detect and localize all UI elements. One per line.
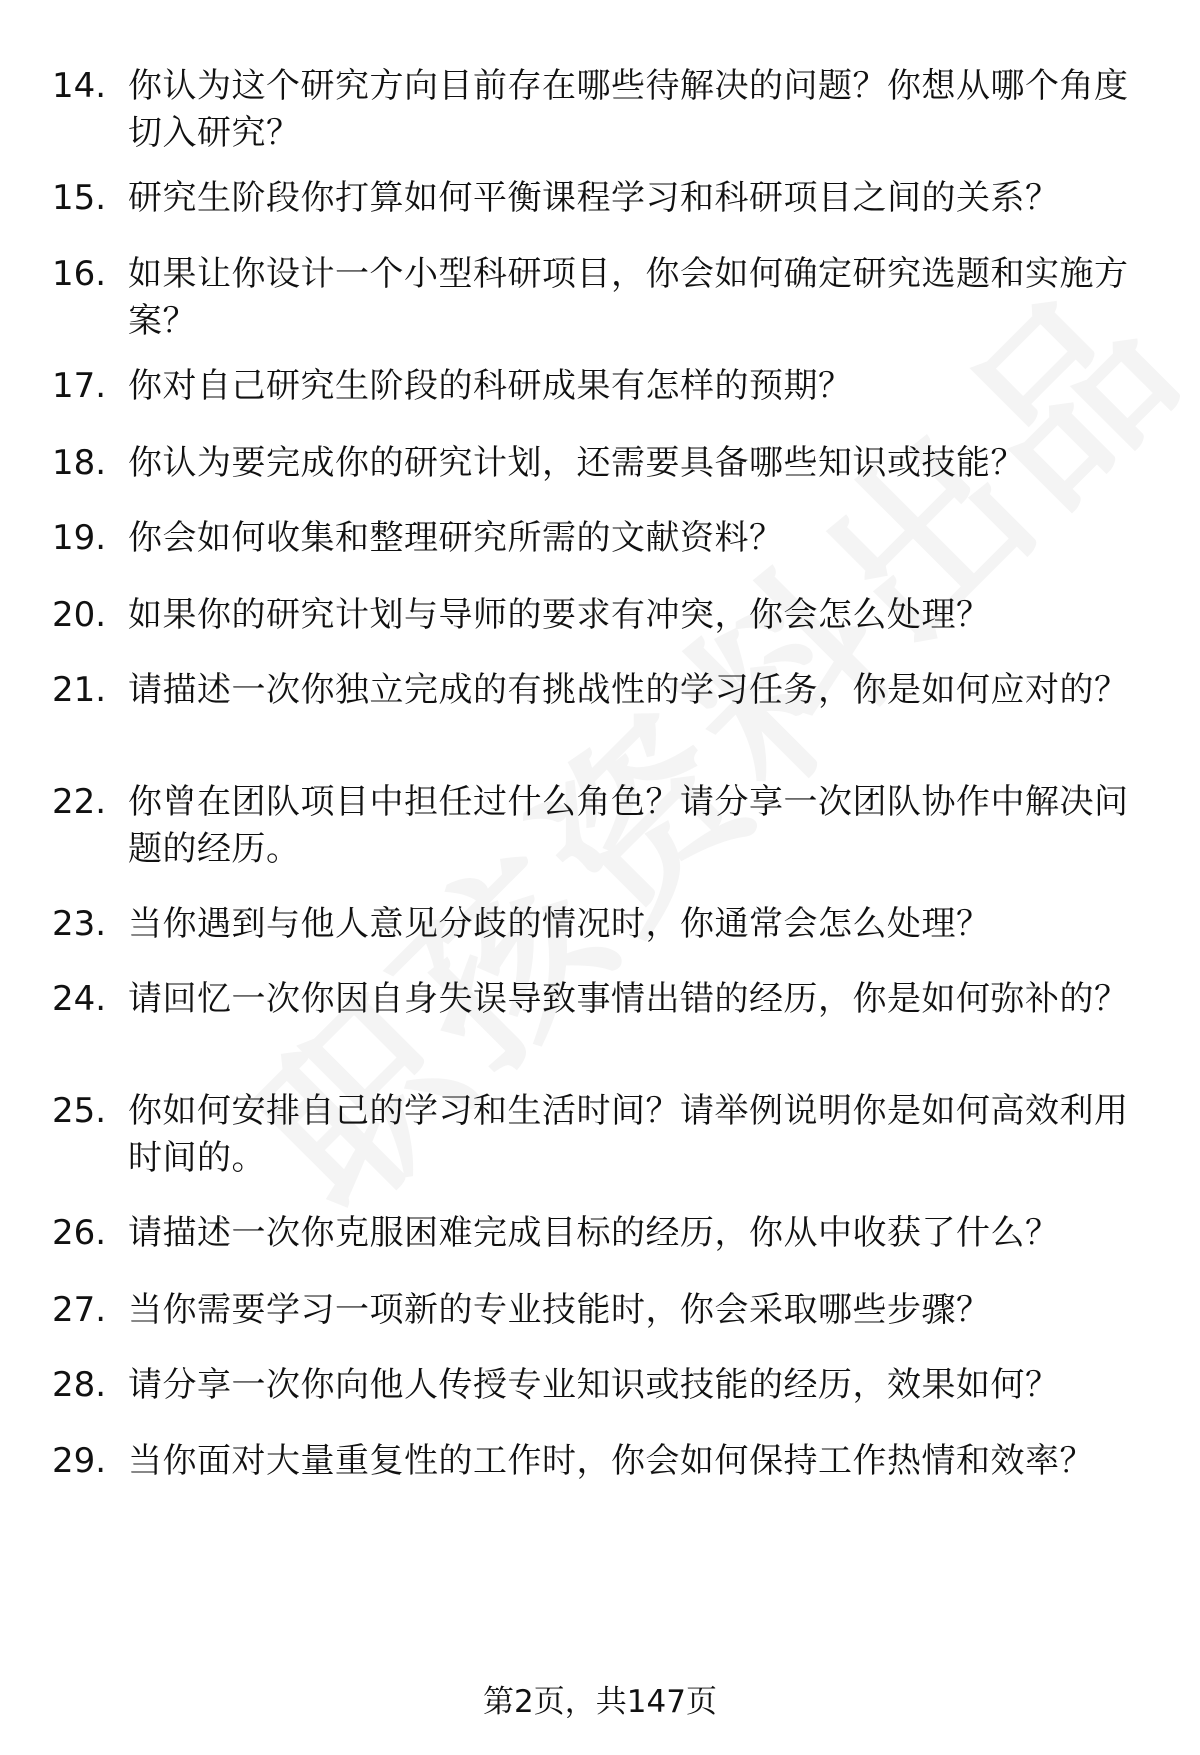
question-number: 15. <box>52 178 107 218</box>
list-item <box>0 515 1200 562</box>
list-item <box>0 976 1200 1023</box>
question-number: 20. <box>52 595 107 635</box>
question-text: 你曾在团队项目中担任过什么角色？请分享一次团队协作中解决问题的经历。 <box>128 782 1129 869</box>
question-text: 你认为要完成你的研究计划，还需要具备哪些知识或技能？ <box>128 443 1025 483</box>
question-text: 如果你的研究计划与导师的要求有冲突，你会怎么处理？ <box>128 595 991 635</box>
question-number: 21. <box>52 670 107 710</box>
question-number: 28. <box>52 1365 107 1405</box>
question-number: 24. <box>52 979 107 1019</box>
list-item <box>0 1210 1200 1257</box>
list-item <box>0 1438 1200 1485</box>
question-text: 你对自己研究生阶段的科研成果有怎样的预期？ <box>128 366 853 406</box>
question-number: 27. <box>52 1290 107 1330</box>
question-number: 26. <box>52 1213 107 1253</box>
question-text: 请分享一次你向他人传授专业知识或技能的经历，效果如何？ <box>128 1365 1060 1405</box>
list-item <box>0 1362 1200 1409</box>
list-item <box>0 1287 1200 1334</box>
list-item <box>0 1088 1200 1182</box>
question-text: 请描述一次你克服困难完成目标的经历，你从中收获了什么？ <box>128 1213 1060 1253</box>
question-text: 如果让你设计一个小型科研项目，你会如何确定研究选题和实施方案？ <box>128 254 1129 341</box>
list-item <box>0 63 1200 157</box>
question-number: 18. <box>52 443 107 483</box>
list-item <box>0 175 1200 222</box>
question-number: 19. <box>52 518 107 558</box>
question-number: 14. <box>52 66 107 106</box>
question-text: 你认为这个研究方向目前存在哪些待解决的问题？你想从哪个角度切入研究？ <box>128 66 1129 153</box>
question-number: 29. <box>52 1441 107 1481</box>
question-text: 你会如何收集和整理研究所需的文献资料？ <box>128 518 784 558</box>
list-item <box>0 251 1200 345</box>
question-text: 你如何安排自己的学习和生活时间？请举例说明你是如何高效利用时间的。 <box>128 1091 1129 1178</box>
list-item <box>0 901 1200 948</box>
page-number: 第2页，共147页 <box>483 1684 717 1720</box>
question-text: 请回忆一次你因自身失误导致事情出错的经历，你是如何弥补的？ <box>128 979 1129 1019</box>
question-number: 22. <box>52 782 107 822</box>
question-text: 当你遇到与他人意见分歧的情况时，你通常会怎么处理？ <box>128 904 991 944</box>
list-item <box>0 779 1200 873</box>
question-number: 23. <box>52 904 107 944</box>
question-text: 研究生阶段你打算如何平衡课程学习和科研项目之间的关系？ <box>128 178 1060 218</box>
list-item <box>0 363 1200 410</box>
list-item <box>0 592 1200 639</box>
list-item <box>0 667 1200 714</box>
question-number: 25. <box>52 1091 107 1131</box>
question-text: 请描述一次你独立完成的有挑战性的学习任务，你是如何应对的？ <box>128 670 1129 710</box>
list-item <box>0 440 1200 487</box>
question-number: 16. <box>52 254 107 294</box>
question-text: 当你面对大量重复性的工作时，你会如何保持工作热情和效率？ <box>128 1441 1094 1481</box>
question-text: 当你需要学习一项新的专业技能时，你会采取哪些步骤？ <box>128 1290 991 1330</box>
question-number: 17. <box>52 366 107 406</box>
